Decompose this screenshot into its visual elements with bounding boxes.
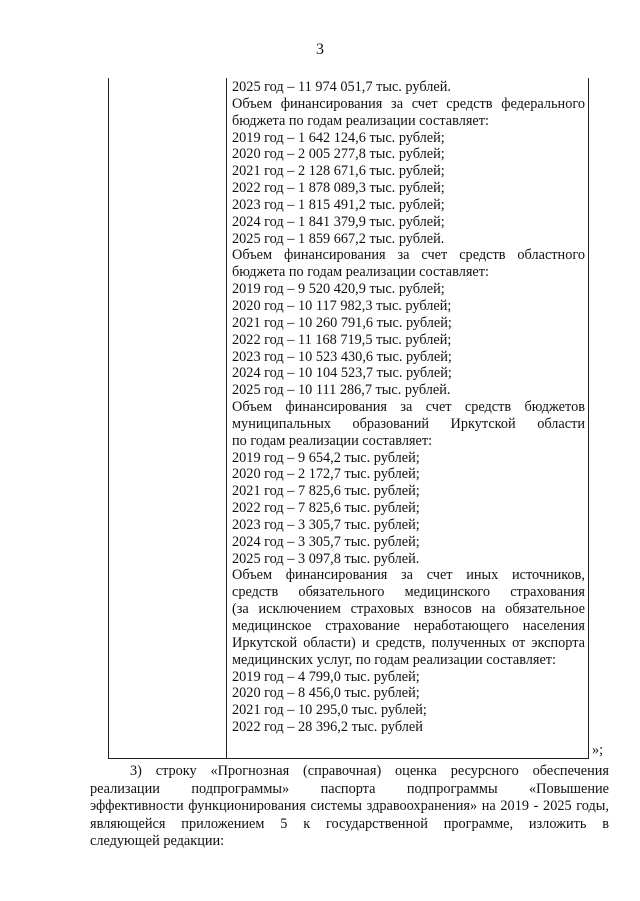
cell-line: 2022 год – 11 168 719,5 тыс. рублей;: [232, 331, 452, 348]
cell-line: бюджета по годам реализации составляет:: [232, 264, 489, 281]
cell-line: Объем финансирования за счет средств федерального: [232, 95, 585, 112]
cell-line: Объем финансирования за счет иных источников,: [232, 567, 585, 584]
cell-line: медицинское страхование неработающего населения: [232, 618, 585, 634]
cell-line: по годам реализации составляет:: [232, 432, 433, 449]
paragraph-line: 3) строку «Прогнозная (справочная) оценка ресурсного обеспечения: [130, 763, 609, 779]
cell-line: 2025 год – 3 097,8 тыс. рублей.: [232, 550, 420, 567]
paragraph-line: являющейся приложением 5 к государственной программе, изложить в: [90, 815, 609, 832]
cell-line: (за исключением страховых взносов на обязательное: [232, 601, 585, 618]
page-number: 3: [316, 41, 324, 58]
paragraph-line: эффективности функционирования системы здравоохранения» на 2019 - 2025 годы,: [90, 798, 609, 815]
cell-line: 2020 год – 8 456,0 тыс. рублей;: [232, 685, 420, 702]
cell-line: 2023 год – 1 815 491,2 тыс. рублей;: [232, 196, 445, 213]
cell-line: Объем финансирования за счет средств областного: [232, 247, 585, 264]
paragraph-line: реализации подпрограммы» паспорта подпрограммы «Повышение: [90, 780, 609, 797]
cell-line: 2022 год – 7 825,6 тыс. рублей;: [232, 500, 420, 517]
cell-line: 2023 год – 10 523 430,6 тыс. рублей;: [232, 348, 452, 365]
cell-line: 2020 год – 2 172,7 тыс. рублей;: [232, 466, 420, 483]
closing-quote-mark: »;: [592, 742, 604, 758]
cell-line: 2024 год – 10 104 523,7 тыс. рублей;: [232, 365, 452, 382]
cell-line: бюджета по годам реализации составляет:: [232, 112, 489, 129]
cell-line: 2021 год – 2 128 671,6 тыс. рублей;: [232, 163, 445, 180]
cell-line: 2019 год – 9 520 420,9 тыс. рублей;: [232, 281, 445, 298]
cell-line: Иркутской области) и средств, полученных от экспорта: [232, 634, 585, 651]
paragraph-line: следующей редакции:: [90, 833, 225, 850]
cell-line: 2024 год – 1 841 379,9 тыс. рублей;: [232, 213, 445, 230]
cell-line: 2021 год – 10 295,0 тыс. рублей;: [232, 702, 427, 719]
cell-line: 2022 год – 28 396,2 тыс. рублей: [232, 719, 423, 736]
cell-line: 2022 год – 1 878 089,3 тыс. рублей;: [232, 180, 445, 197]
cell-line: 2025 год – 11 974 051,7 тыс. рублей.: [232, 79, 451, 95]
table-column-divider: [226, 78, 227, 759]
cell-line: 2019 год – 1 642 124,6 тыс. рублей;: [232, 129, 445, 146]
cell-line: муниципальных образований Иркутской области: [232, 415, 585, 432]
cell-line: 2023 год – 3 305,7 тыс. рублей;: [232, 516, 420, 533]
table-right-cell: [232, 79, 585, 736]
cell-line: 2024 год – 3 305,7 тыс. рублей;: [232, 533, 420, 550]
amendment-paragraph: [90, 763, 609, 851]
cell-line: 2021 год – 7 825,6 тыс. рублей;: [232, 483, 420, 500]
cell-line: медицинских услуг, по годам реализации составляет:: [232, 651, 557, 668]
cell-line: 2019 год – 4 799,0 тыс. рублей;: [232, 668, 420, 685]
cell-line: 2025 год – 1 859 667,2 тыс. рублей.: [232, 230, 445, 247]
cell-line: средств обязательного медицинского страхования: [232, 584, 585, 601]
cell-line: 2019 год – 9 654,2 тыс. рублей;: [232, 449, 420, 466]
cell-line: 2020 год – 2 005 277,8 тыс. рублей;: [232, 146, 445, 163]
cell-line: 2025 год – 10 111 286,7 тыс. рублей.: [232, 382, 451, 399]
cell-line: 2020 год – 10 117 982,3 тыс. рублей;: [232, 297, 452, 314]
cell-line: Объем финансирования за счет средств бюджетов: [232, 399, 585, 416]
cell-line: 2021 год – 10 260 791,6 тыс. рублей;: [232, 314, 452, 331]
